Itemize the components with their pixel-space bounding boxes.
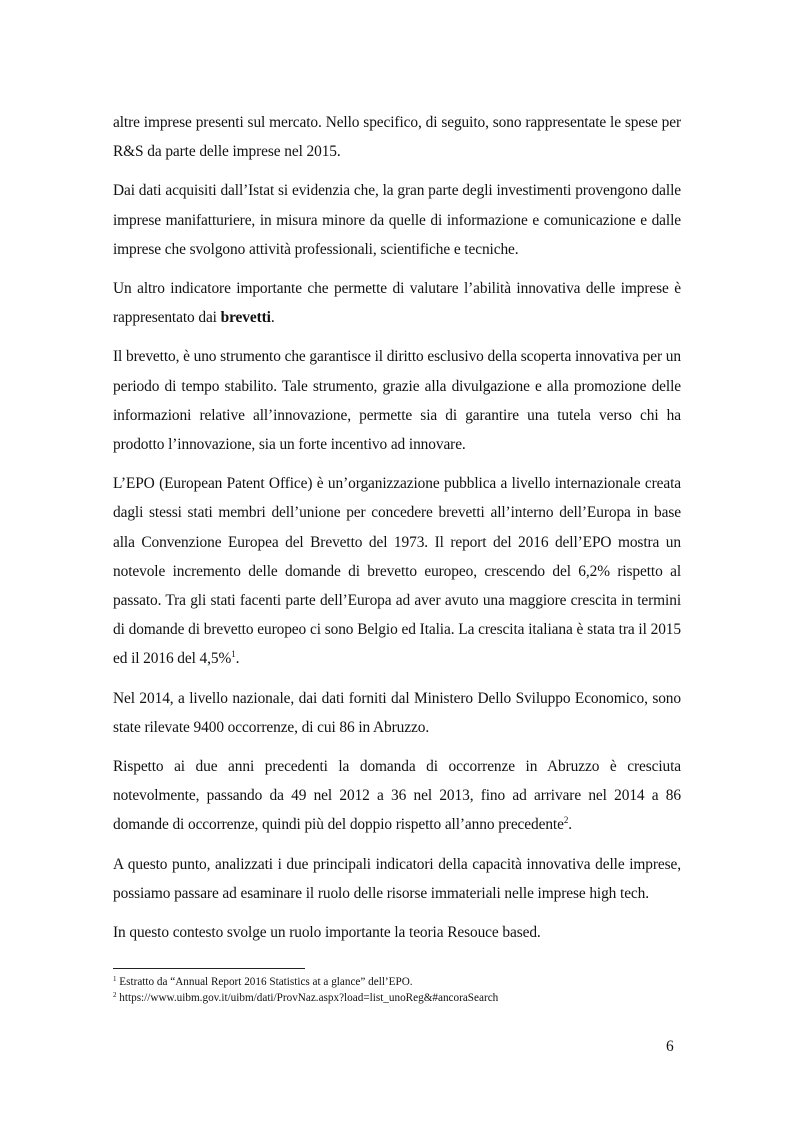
paragraph-text: Nel 2014, a livello nazionale, dai dati forniti dal Ministero Dello Sviluppo Economico, sono state rilevate 9400 occorrenze, di cui 86 in Abruzzo.: [113, 689, 681, 736]
footnote-ref-1[interactable]: 1: [231, 649, 236, 660]
paragraph-text: In questo contesto svolge un ruolo importante la teoria Resouce based.: [113, 924, 541, 942]
paragraph-text: Un altro indicatore importante che permette di valutare l’abilità innovativa delle imprese è rappresentato dai: [113, 280, 681, 327]
footnote-link[interactable]: https://www.uibm.gov.it/uibm/dati/ProvNaz.aspx?load=list_unoReg&#ancoraSearch: [116, 992, 499, 1004]
paragraph-abruzzo-growth: [113, 752, 681, 840]
page-body: [113, 108, 681, 957]
paragraph-text: Rispetto ai due anni precedenti la domanda di occorrenze in Abruzzo è cresciuta notevolmente, passando da 49 nel 2012 a 36 nel 2013, fino ad arrivare nel 2014 a 86 domande di occorrenze, quindi più del doppio rispetto all’anno precedente: [113, 758, 681, 834]
paragraph-istat-data: [113, 176, 681, 264]
footnote-1: [113, 974, 681, 990]
paragraph-patent-definition: [113, 342, 681, 459]
bold-term-brevetti: brevetti: [220, 309, 271, 327]
paragraph-text: Dai dati acquisiti dall’Istat si evidenzia che, la gran parte degli investimenti provengono dalle imprese manifatturiere, in misura minore da quelle di informazione e comunicazione e dalle imprese che svolgono attività professionali, scientifiche e tecniche.: [113, 182, 681, 258]
footnotes: [113, 968, 681, 1006]
paragraph-text: altre imprese presenti sul mercato. Nello specifico, di seguito, sono rappresentate le spese per R&S da parte delle imprese nel 2015.: [113, 114, 681, 161]
footnote-separator: [113, 968, 305, 969]
paragraph-intangible-resources: [113, 850, 681, 908]
footnote-number: 2: [113, 991, 117, 999]
paragraph-text: .: [270, 309, 275, 327]
paragraph-text: L’EPO (European Patent Office) è un’organizzazione pubblica a livello internazionale creata dagli stessi stati membri dell’unione per concedere brevetti all’interno dell’Europa in base alla Convenzione Europea del Brevetto del 1973. Il report del 2016 dell’EPO mostra un notevole incremento delle domande di brevetto europeo, crescendo del 6,2% rispetto al passato. Tra gli stati facenti parte dell’Europa ad aver avuto una maggiore crescita in termini di domande di brevetto europeo ci sono Belgio ed Italia. La crescita italiana è stata tra il 2015 ed il 2016 del 4,5%: [113, 475, 681, 668]
paragraph-national-2014: [113, 684, 681, 742]
footnote-text: Estratto da “Annual Report 2016 Statistics at a glance” dell’EPO.: [116, 976, 413, 988]
paragraph-patents-indicator: [113, 274, 681, 332]
paragraph-rd-spending: [113, 108, 681, 166]
paragraph-resource-based: [113, 918, 681, 947]
paragraph-text: .: [235, 650, 240, 668]
page-number: 6: [666, 1038, 674, 1055]
paragraph-epo: [113, 469, 681, 673]
paragraph-text: A questo punto, analizzati i due principali indicatori della capacità innovativa delle imprese, possiamo passare ad esaminare il ruolo delle risorse immateriali nelle imprese high tech.: [113, 855, 681, 902]
paragraph-text: Il brevetto, è uno strumento che garantisce il diritto esclusivo della scoperta innovativa per un periodo di tempo stabilito. Tale strumento, grazie alla divulgazione e alla promozione delle informazioni relative all’innovazione, permette sia di garantire una tutela verso chi ha prodotto l’innovazione, sia un forte incentivo ad innovare.: [113, 348, 681, 454]
footnote-ref-2[interactable]: 2: [563, 815, 569, 826]
footnote-2[interactable]: [113, 990, 681, 1006]
footnote-number: 1: [113, 975, 117, 983]
paragraph-text: .: [568, 816, 572, 834]
